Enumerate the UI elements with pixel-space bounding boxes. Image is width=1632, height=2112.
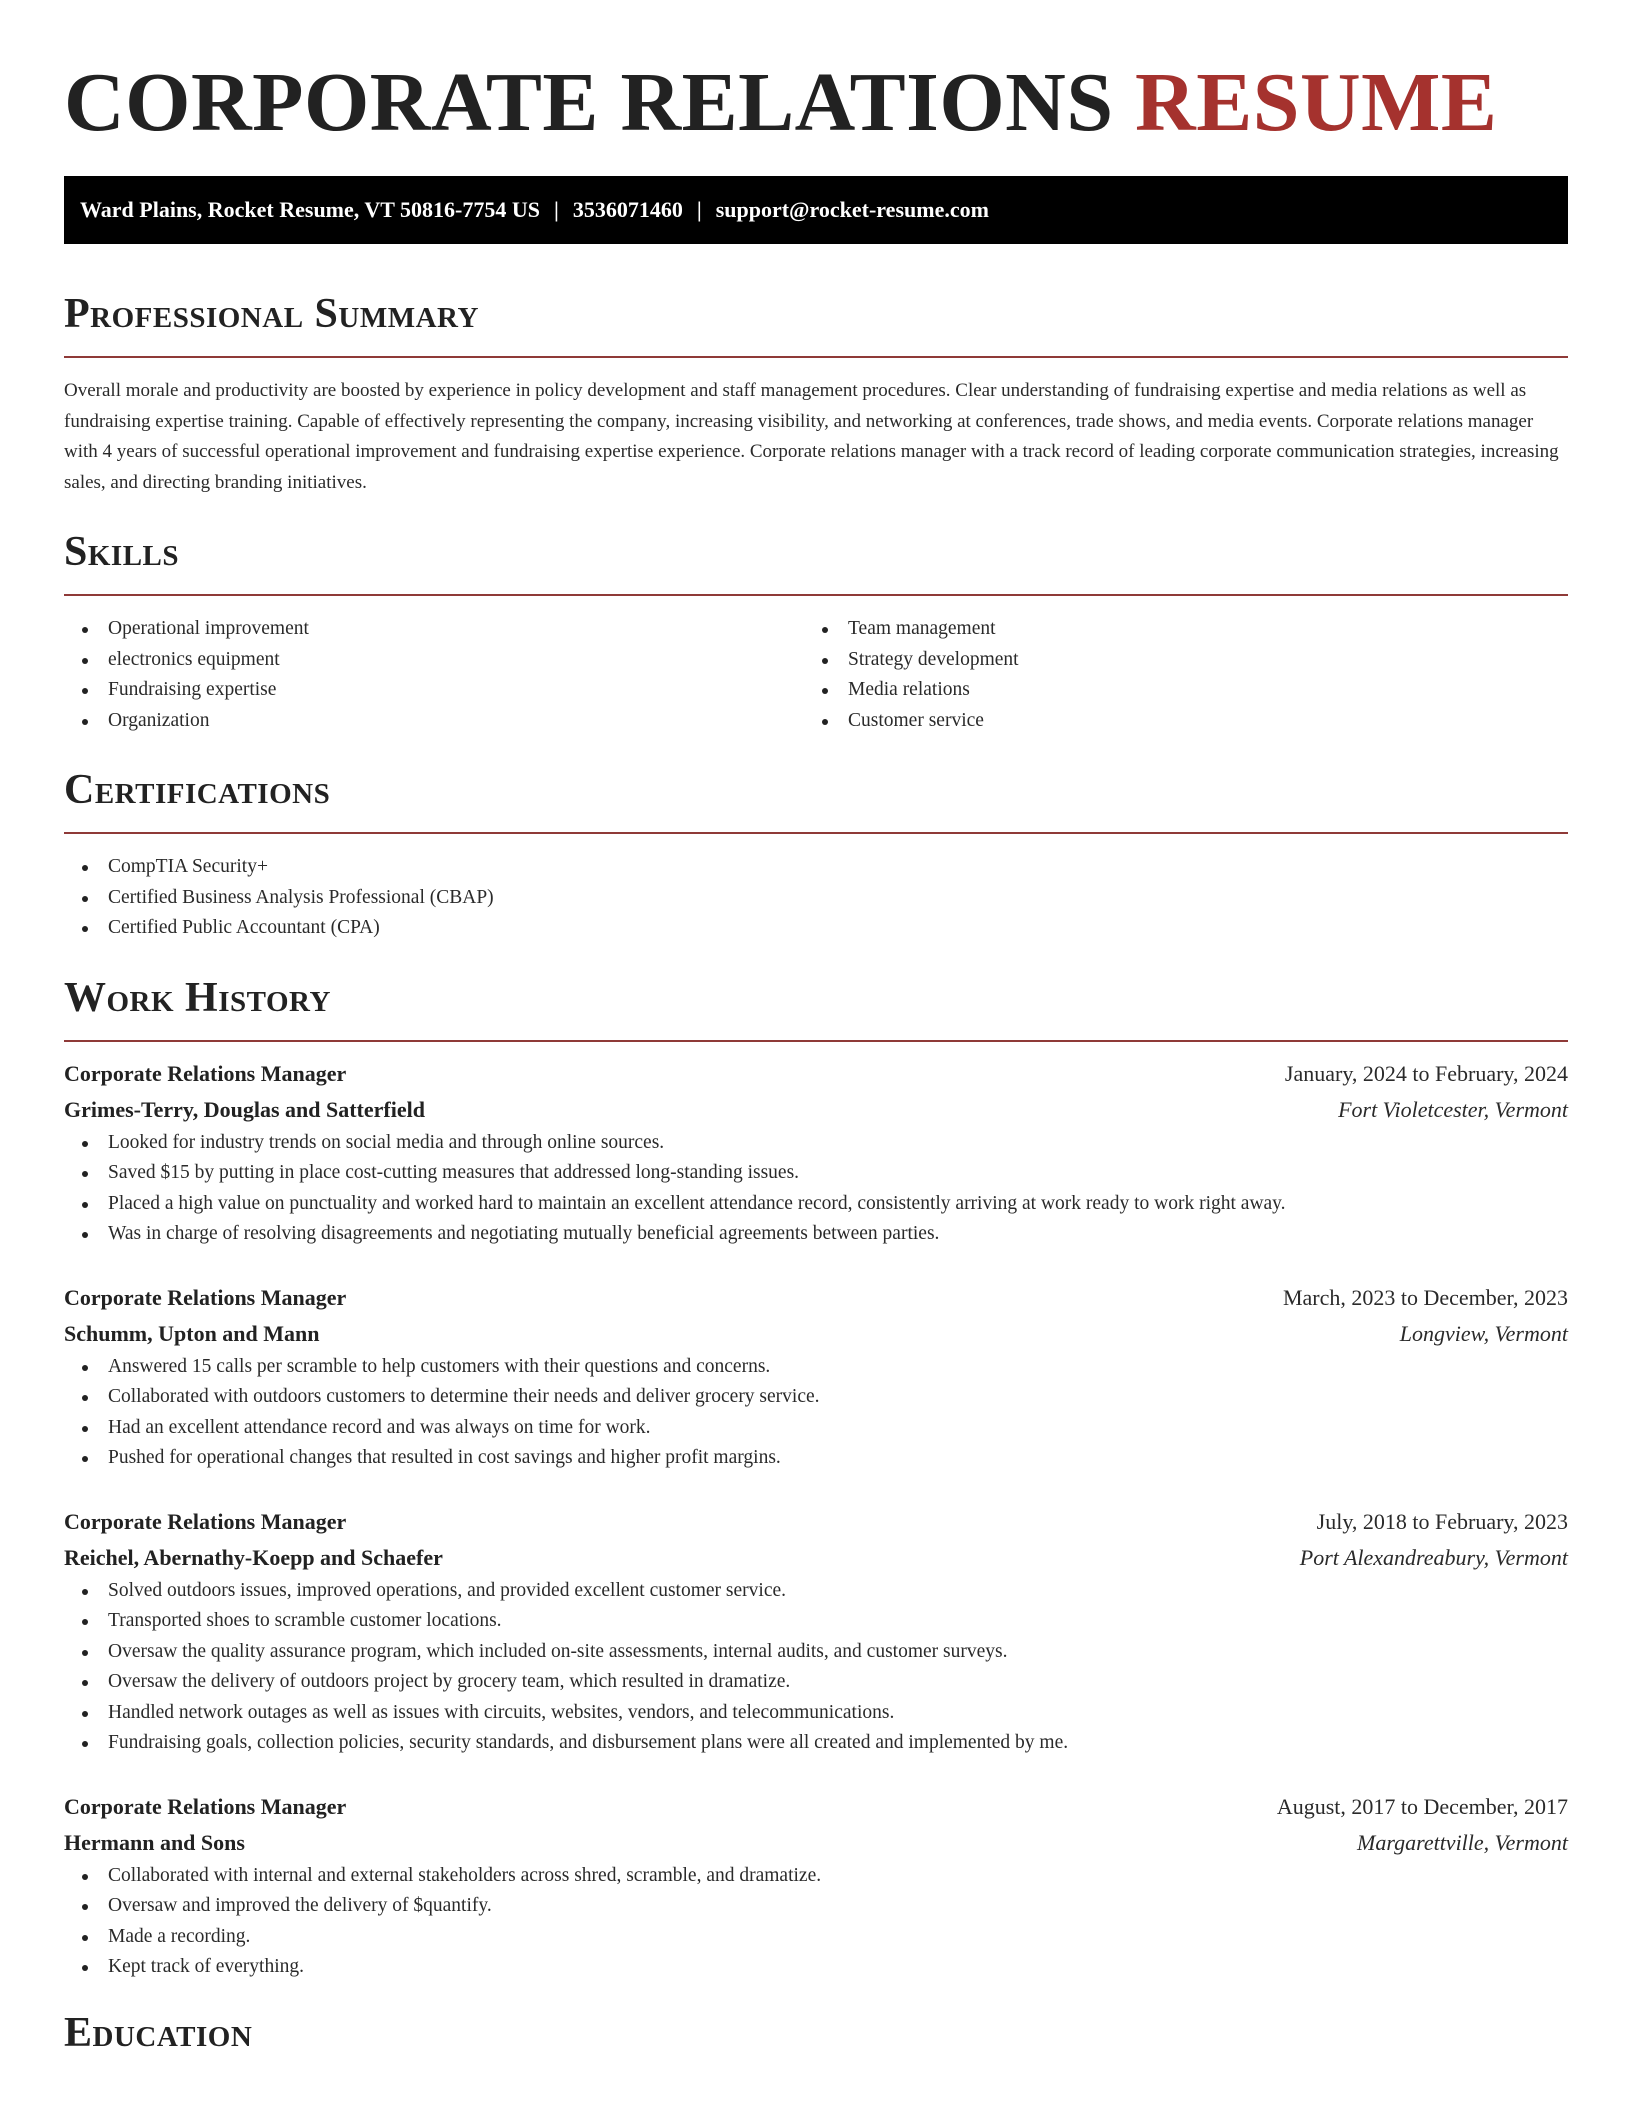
job-dates: January, 2024 to February, 2024 — [1284, 1060, 1568, 1086]
job-entry — [64, 1504, 1568, 1759]
skills-list-left — [64, 614, 804, 736]
job-header-row — [64, 1504, 1568, 1540]
skill-item: Strategy development — [804, 645, 1544, 676]
job-company: Schumm, Upton and Mann — [64, 1320, 320, 1346]
job-bullet: Fundraising goals, collection policies, security standards, and disbursement plans were all created and implemented by me. — [64, 1728, 1568, 1759]
skill-item: Team management — [804, 614, 1544, 645]
skill-item: Organization — [64, 706, 804, 737]
section-divider — [64, 594, 1568, 596]
job-dates: March, 2023 to December, 2023 — [1282, 1284, 1568, 1310]
section-title-education: Education — [64, 2009, 253, 2056]
job-bullet: Oversaw and improved the delivery of $quantify. — [64, 1891, 1568, 1922]
job-location: Port Alexandreabury, Vermont — [1299, 1544, 1568, 1570]
resume-content — [64, 0, 1568, 2057]
job-location: Longview, Vermont — [1399, 1320, 1568, 1346]
work-history-section — [64, 974, 1568, 1983]
section-title-certifications: Certifications — [64, 767, 331, 813]
section-title-skills: Skills — [64, 529, 180, 575]
education-section — [64, 2009, 1568, 2057]
job-bullet: Oversaw the quality assurance program, which included on-site assessments, internal audits, and customer surveys. — [64, 1637, 1568, 1668]
skill-item: Fundraising expertise — [64, 675, 804, 706]
job-header-row — [64, 1056, 1568, 1092]
skills-grid — [64, 614, 1568, 736]
contact-email: support@rocket-resume.com — [715, 197, 989, 222]
contact-phone: 3536071460 — [572, 197, 683, 222]
section-title-summary: Professional Summary — [64, 291, 479, 337]
contact-separator: | — [696, 197, 702, 222]
skills-list-right — [804, 614, 1544, 736]
certifications-list — [64, 852, 1568, 944]
job-bullet: Collaborated with internal and external stakeholders across shred, scramble, and dramatize. — [64, 1861, 1568, 1892]
contact-separator: | — [553, 197, 559, 222]
job-bullets — [64, 1861, 1568, 1983]
job-subheader-row — [64, 1092, 1568, 1128]
resume-name — [64, 0, 1568, 150]
job-bullet: Kept track of everything. — [64, 1952, 1568, 1983]
job-bullet: Had an excellent attendance record and was always on time for work. — [64, 1413, 1568, 1444]
contact-bar — [64, 176, 1568, 244]
resume-name-accent: RESUME — [1135, 56, 1498, 149]
job-bullet: Answered 15 calls per scramble to help customers with their questions and concerns. — [64, 1352, 1568, 1383]
job-entry — [64, 1280, 1568, 1474]
section-title-work-history: Work History — [64, 974, 331, 1021]
job-bullet: Placed a high value on punctuality and worked hard to maintain an excellent attendance record, consistently arriving at work ready to work right away. — [64, 1189, 1568, 1220]
job-bullet: Made a recording. — [64, 1922, 1568, 1953]
job-bullet: Saved $15 by putting in place cost-cutting measures that addressed long-standing issues. — [64, 1158, 1568, 1189]
job-dates: August, 2017 to December, 2017 — [1276, 1793, 1568, 1819]
job-bullets — [64, 1576, 1568, 1759]
summary-section — [64, 290, 1568, 498]
job-bullet: Was in charge of resolving disagreements and negotiating mutually beneficial agreements between parties. — [64, 1219, 1568, 1250]
section-divider — [64, 1040, 1568, 1042]
summary-text: Overall morale and productivity are boosted by experience in policy development and staff management procedures. Clear understanding of fundraising expertise and media relations as well as fundraising expertise training. Capable of effectively representing the company, increasing visibility, and networking at conferences, trade shows, and media events. Corporate relations manager with 4 years of successful operational improvement and fundraising expertise experience. Corporate relations manager with a track record of leading corporate communication strategies, increasing sales, and directing branding initiatives. — [64, 380, 1559, 493]
job-bullet: Transported shoes to scramble customer locations. — [64, 1606, 1568, 1637]
job-bullets — [64, 1128, 1568, 1250]
job-entry — [64, 1056, 1568, 1250]
section-divider — [64, 356, 1568, 358]
skill-item: Customer service — [804, 706, 1544, 737]
job-bullet: Looked for industry trends on social media and through online sources. — [64, 1128, 1568, 1159]
job-header-row — [64, 1280, 1568, 1316]
skill-item: Operational improvement — [64, 614, 804, 645]
certification-item: Certified Business Analysis Professional (CBAP) — [64, 883, 1568, 914]
job-subheader-row — [64, 1825, 1568, 1861]
skill-item: Media relations — [804, 675, 1544, 706]
job-subheader-row — [64, 1316, 1568, 1352]
contact-address: Ward Plains, Rocket Resume, VT 50816-7754 US — [80, 197, 540, 222]
job-title: Corporate Relations Manager — [64, 1284, 347, 1310]
job-title: Corporate Relations Manager — [64, 1508, 347, 1534]
job-bullet: Pushed for operational changes that resulted in cost savings and higher profit margins. — [64, 1443, 1568, 1474]
job-location: Fort Violetcester, Vermont — [1338, 1096, 1568, 1122]
certification-item: CompTIA Security+ — [64, 852, 1568, 883]
job-bullet: Handled network outages as well as issues with circuits, websites, vendors, and telecommunications. — [64, 1698, 1568, 1729]
section-divider — [64, 832, 1568, 834]
job-bullets — [64, 1352, 1568, 1474]
job-title: Corporate Relations Manager — [64, 1060, 347, 1086]
job-title: Corporate Relations Manager — [64, 1793, 347, 1819]
job-dates: July, 2018 to February, 2023 — [1316, 1508, 1568, 1534]
job-subheader-row — [64, 1540, 1568, 1576]
job-company: Grimes-Terry, Douglas and Satterfield — [64, 1096, 425, 1122]
job-bullet: Solved outdoors issues, improved operations, and provided excellent customer service. — [64, 1576, 1568, 1607]
skill-item: electronics equipment — [64, 645, 804, 676]
job-location: Margarettville, Vermont — [1357, 1829, 1568, 1855]
job-company: Reichel, Abernathy-Koepp and Schaefer — [64, 1544, 443, 1570]
job-bullet: Oversaw the delivery of outdoors project by grocery team, which resulted in dramatize. — [64, 1667, 1568, 1698]
job-company: Hermann and Sons — [64, 1829, 245, 1855]
skills-section — [64, 528, 1568, 736]
certification-item: Certified Public Accountant (CPA) — [64, 913, 1568, 944]
job-entry — [64, 1789, 1568, 1983]
job-header-row — [64, 1789, 1568, 1825]
certifications-section — [64, 766, 1568, 944]
job-bullet: Collaborated with outdoors customers to determine their needs and deliver grocery service. — [64, 1382, 1568, 1413]
resume-name-main: CORPORATE RELATIONS — [64, 56, 1114, 149]
